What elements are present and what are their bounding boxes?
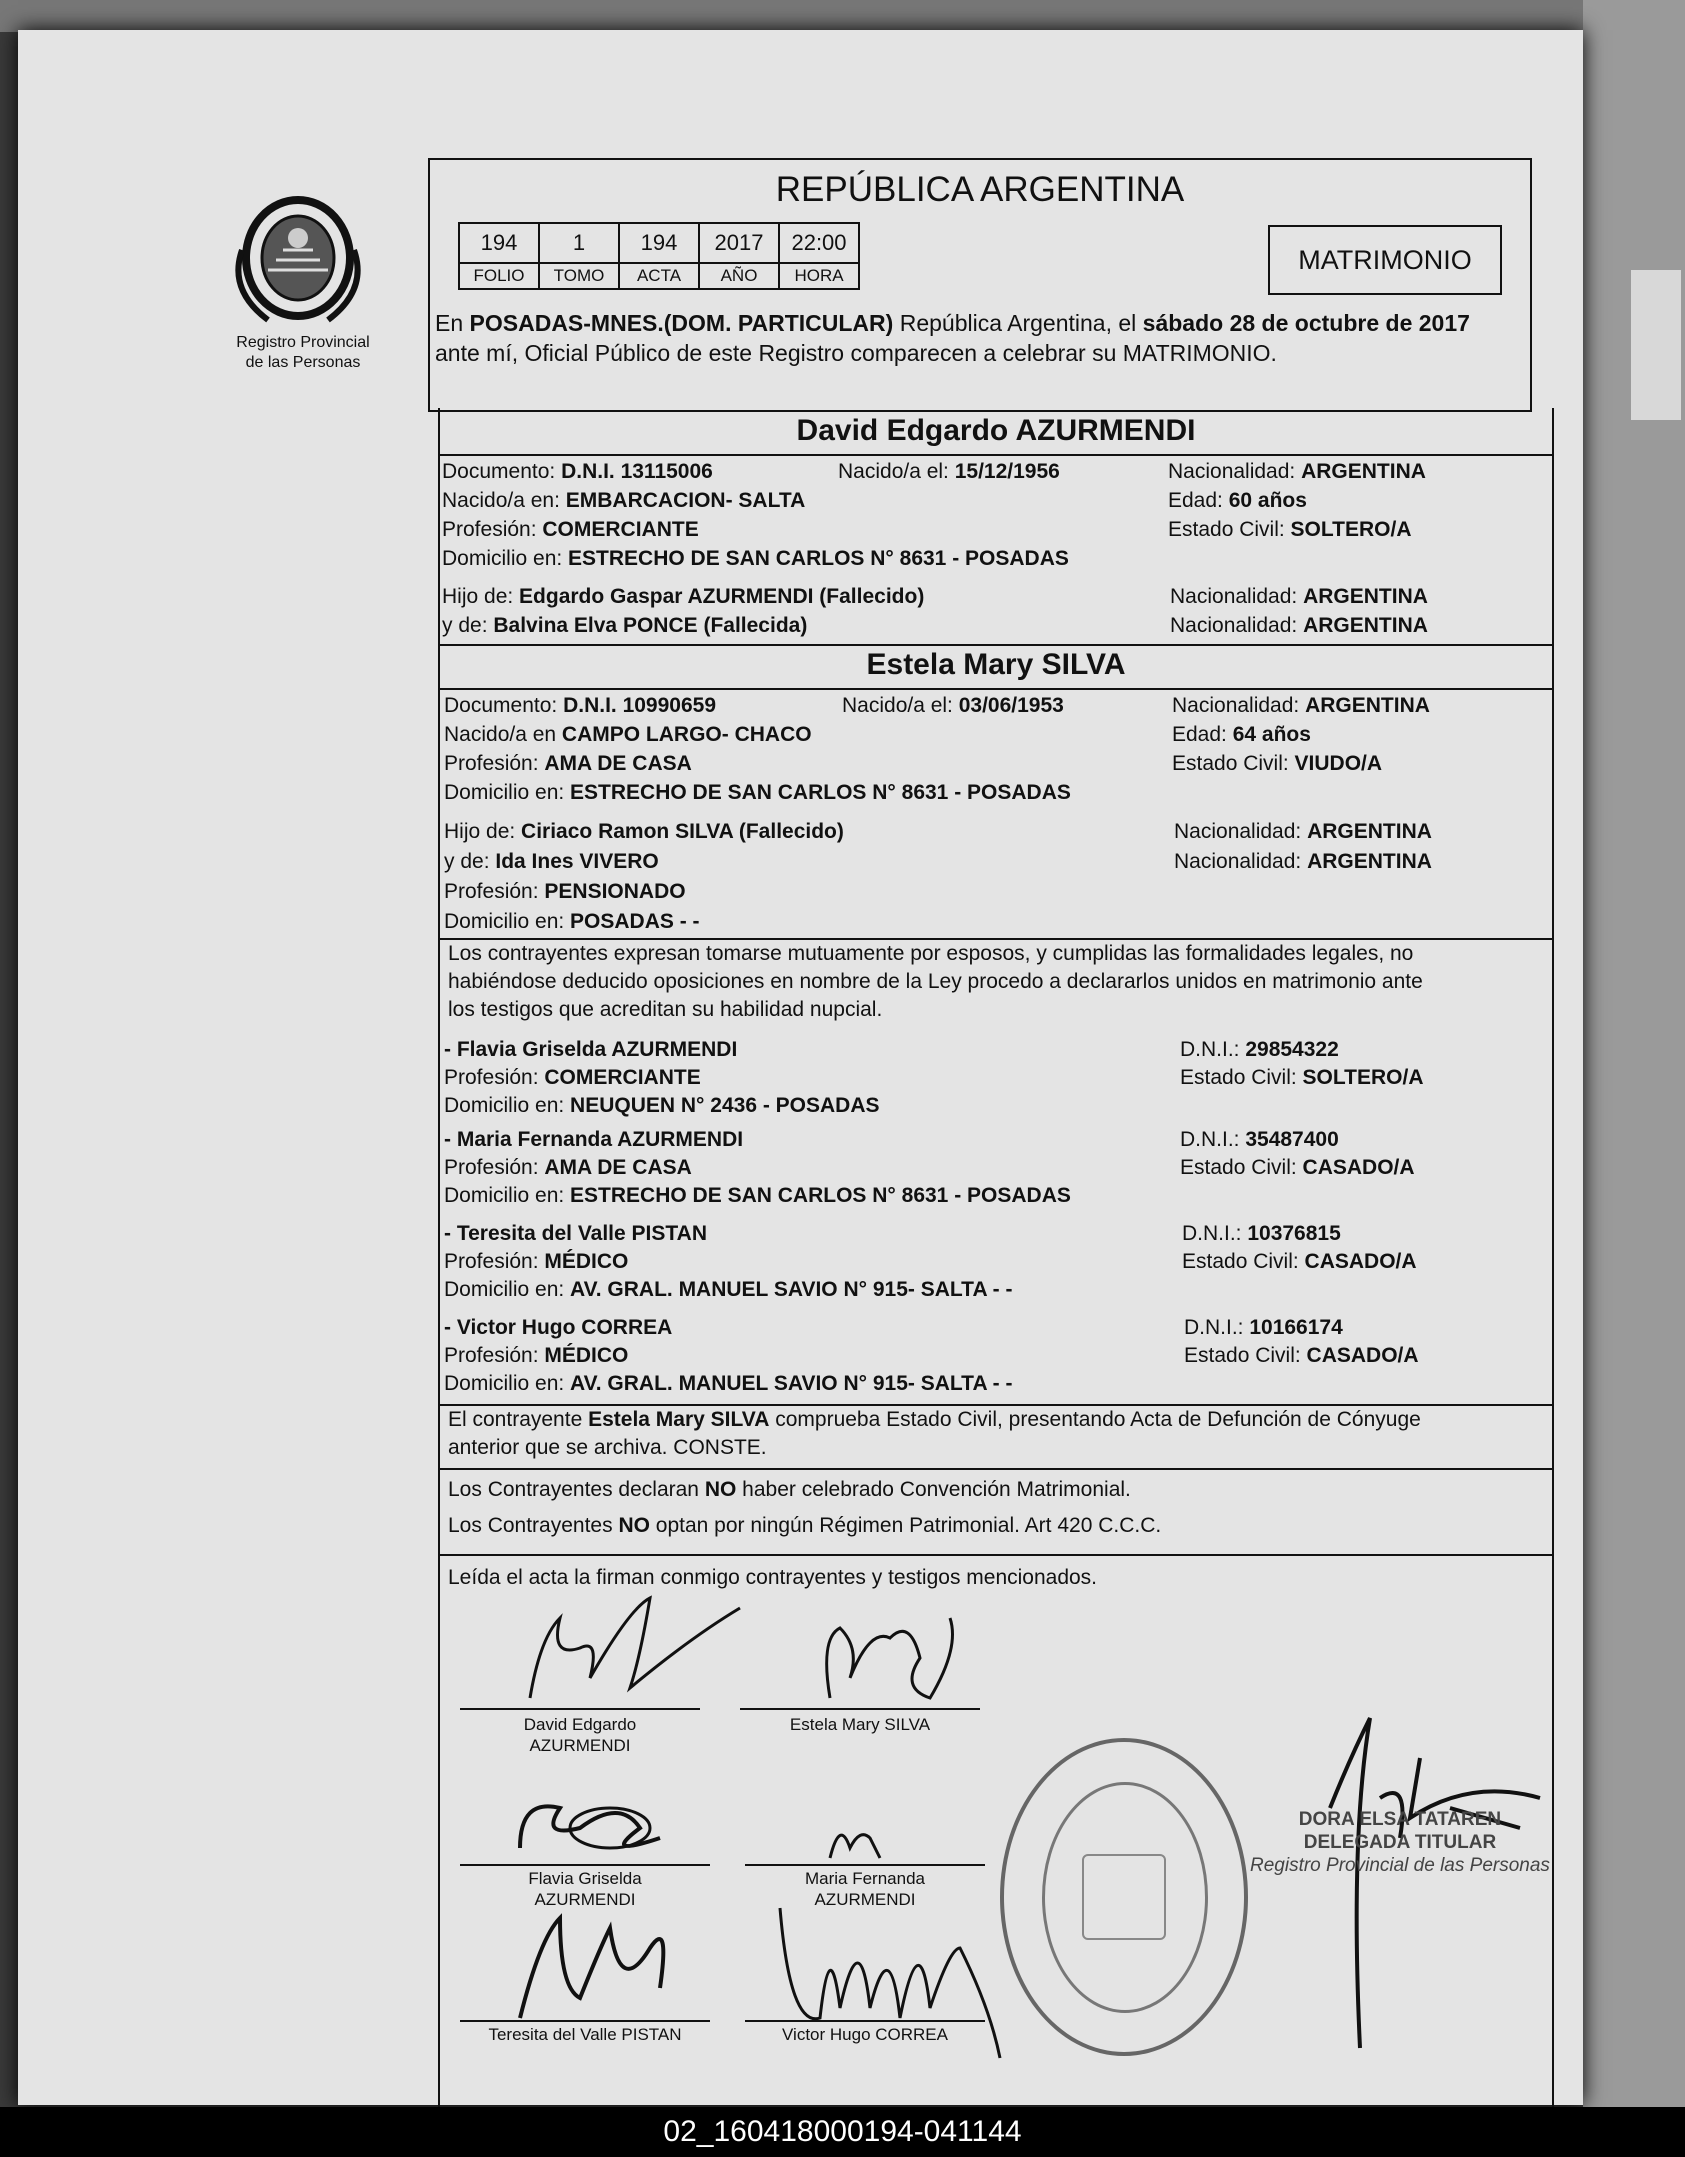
body-box xyxy=(438,408,1554,2115)
divider xyxy=(440,644,1552,646)
bride-father-nationality: Nacionalidad: ARGENTINA xyxy=(1174,820,1432,843)
bride-mother-nationality: Nacionalidad: ARGENTINA xyxy=(1174,850,1432,873)
bride-profession: Profesión: AMA DE CASA xyxy=(444,752,692,775)
tomo-label: TOMO xyxy=(539,263,619,289)
groom-signature-name: David Edgardo AZURMENDI xyxy=(523,1715,637,1755)
intro-text xyxy=(435,308,1520,368)
bride-signature-name: Estela Mary SILVA xyxy=(789,1715,931,1734)
bride-age: Edad: 64 años xyxy=(1172,723,1311,746)
year-label: AÑO xyxy=(699,263,779,289)
witness-civil-status: Estado Civil: CASADO/A xyxy=(1184,1344,1419,1367)
hour-label: HORA xyxy=(779,263,859,289)
bride-signature-icon xyxy=(780,1608,980,1708)
signature-line xyxy=(740,1708,980,1710)
acta-value: 194 xyxy=(619,223,699,263)
folio-label: FOLIO xyxy=(459,263,539,289)
witness-1-signature-name: Flavia Griselda AZURMENDI xyxy=(528,1869,642,1909)
signature-line xyxy=(460,2020,710,2022)
witness-3-signature-name: Teresita del Valle PISTAN xyxy=(488,2025,682,2044)
background-paper-tag xyxy=(1631,270,1681,420)
civil-status-note: El contrayente Estela Mary SILVA comprueba Estado Civil, presentando Acta de Defunción de Cónyuge anterior que se archiva. CONSTE. xyxy=(448,1408,1421,1459)
witness-dni: D.N.I.: 29854322 xyxy=(1180,1038,1339,1061)
folio-value: 194 xyxy=(459,223,539,263)
bride-mother-address: Domicilio en: POSADAS - - xyxy=(444,910,700,933)
witness-dni: D.N.I.: 10166174 xyxy=(1184,1316,1343,1339)
official-title: DELEGADA TITULAR xyxy=(1303,1832,1497,1853)
divider xyxy=(440,1554,1552,1556)
country-title: REPÚBLICA ARGENTINA xyxy=(775,170,1185,209)
groom-nationality: Nacionalidad: ARGENTINA xyxy=(1168,460,1426,483)
official-name: DORA ELSA TATAREN xyxy=(1298,1809,1502,1830)
witness-dni: D.N.I.: 35487400 xyxy=(1180,1128,1339,1151)
witness-address: Domicilio en: NEUQUEN N° 2436 - POSADAS xyxy=(444,1094,880,1117)
registry-stamp xyxy=(1000,1738,1248,2056)
witness-address: Domicilio en: AV. GRAL. MANUEL SAVIO N° 915- SALTA - - xyxy=(444,1278,1013,1301)
groom-age: Edad: 60 años xyxy=(1168,489,1307,512)
witness-civil-status: Estado Civil: SOLTERO/A xyxy=(1180,1066,1424,1089)
registry-line-1: Registro Provincial xyxy=(236,334,370,351)
intro-part: En xyxy=(435,310,470,336)
groom-mother: y de: Balvina Elva PONCE (Fallecida) xyxy=(442,614,808,637)
declaration-text xyxy=(448,940,1423,1024)
groom-doc: Documento: D.N.I. 13115006 xyxy=(442,460,713,483)
closing-text: Leída el acta la firman conmigo contrayentes y testigos mencionados. xyxy=(448,1566,1098,1589)
intro-part: República Argentina, el xyxy=(893,310,1143,336)
province-logo-icon xyxy=(228,180,368,330)
bride-nationality: Nacionalidad: ARGENTINA xyxy=(1172,694,1430,717)
intro-part: ante mí, Oficial Público de este Registro comparecen a celebrar su MATRIMONIO. xyxy=(435,340,1277,366)
witness-name: - Victor Hugo CORREA xyxy=(444,1316,673,1339)
intro-date: de 2017 xyxy=(1385,310,1470,336)
witness-3-signature-icon xyxy=(500,1908,700,2018)
groom-name: David Edgardo AZURMENDI xyxy=(796,414,1196,447)
registry-label xyxy=(208,333,398,373)
witness-1-signature-icon xyxy=(500,1788,700,1868)
reference-table xyxy=(458,222,860,290)
groom-father: Hijo de: Edgardo Gaspar AZURMENDI (Fallecido) xyxy=(442,585,925,608)
witness-4-signature-name: Victor Hugo CORREA xyxy=(782,2025,948,2044)
witness-name: - Maria Fernanda AZURMENDI xyxy=(444,1128,744,1151)
background-right xyxy=(1583,0,1685,2107)
bride-birthplace: Nacido/a en CAMPO LARGO- CHACO xyxy=(444,723,812,746)
groom-birthdate: Nacido/a el: 15/12/1956 xyxy=(838,460,1060,483)
declaration-line: Los contrayentes expresan tomarse mutuamente por esposos, y cumplidas las formalidades legales, no xyxy=(448,942,1414,965)
witness-address: Domicilio en: ESTRECHO DE SAN CARLOS N° 8631 - POSADAS xyxy=(444,1184,1071,1207)
year-value: 2017 xyxy=(699,223,779,263)
witness-dni: D.N.I.: 10376815 xyxy=(1182,1222,1341,1245)
groom-mother-nationality: Nacionalidad: ARGENTINA xyxy=(1170,614,1428,637)
header-box xyxy=(428,158,1532,412)
bride-address: Domicilio en: ESTRECHO DE SAN CARLOS N° 8631 - POSADAS xyxy=(444,781,1071,804)
bride-civil-status: Estado Civil: VIUDO/A xyxy=(1172,752,1383,775)
document-id-footer: 02_160418000194-041144 xyxy=(0,2107,1685,2157)
official-signature-icon xyxy=(1270,1718,1570,2058)
hour-value: 22:00 xyxy=(779,223,859,263)
witness-name: - Teresita del Valle PISTAN xyxy=(444,1222,707,1245)
signature-line xyxy=(460,1864,710,1866)
bride-name: Estela Mary SILVA xyxy=(866,648,1126,681)
acta-label: ACTA xyxy=(619,263,699,289)
divider xyxy=(440,454,1552,456)
groom-profession: Profesión: COMERCIANTE xyxy=(442,518,699,541)
witness-address: Domicilio en: AV. GRAL. MANUEL SAVIO N° 915- SALTA - - xyxy=(444,1372,1013,1395)
witness-profession: Profesión: COMERCIANTE xyxy=(444,1066,701,1089)
witness-name: - Flavia Griselda AZURMENDI xyxy=(444,1038,738,1061)
certificate-page xyxy=(18,30,1583,2105)
witness-2-signature-icon xyxy=(820,1808,900,1868)
bride-doc: Documento: D.N.I. 10990659 xyxy=(444,694,716,717)
witness-profession: Profesión: MÉDICO xyxy=(444,1250,629,1273)
groom-address: Domicilio en: ESTRECHO DE SAN CARLOS N° 8631 - POSADAS xyxy=(442,547,1069,570)
witness-civil-status: Estado Civil: CASADO/A xyxy=(1180,1156,1415,1179)
groom-signature-icon xyxy=(490,1598,750,1708)
act-type-box: MATRIMONIO xyxy=(1268,225,1502,295)
bride-mother-profession: Profesión: PENSIONADO xyxy=(444,880,686,903)
groom-father-nationality: Nacionalidad: ARGENTINA xyxy=(1170,585,1428,608)
bride-mother: y de: Ida Ines VIVERO xyxy=(444,850,659,873)
signature-line xyxy=(745,1864,985,1866)
witness-profession: Profesión: MÉDICO xyxy=(444,1344,629,1367)
signature-line xyxy=(460,1708,700,1710)
witness-civil-status: Estado Civil: CASADO/A xyxy=(1182,1250,1417,1273)
declaration-line: habiéndose deducido oposiciones en nombre de la Ley procedo a declararlos unidos en matrimonio ante xyxy=(448,970,1423,993)
stamp-seal-icon xyxy=(1082,1854,1166,1940)
official-stamp-text xyxy=(1250,1808,1550,1877)
divider xyxy=(440,688,1552,690)
intro-date: sábado 28 de octubre xyxy=(1142,310,1380,336)
groom-birthplace: Nacido/a en: EMBARCACION- SALTA xyxy=(442,489,806,512)
divider xyxy=(440,1468,1552,1470)
tomo-value: 1 xyxy=(539,223,619,263)
bride-father: Hijo de: Ciriaco Ramon SILVA (Fallecido) xyxy=(444,820,844,843)
background-top xyxy=(0,0,1685,32)
declaration-line: los testigos que acreditan su habilidad nupcial. xyxy=(448,998,883,1021)
bride-birthdate: Nacido/a el: 03/06/1953 xyxy=(842,694,1064,717)
signature-line xyxy=(745,2020,985,2022)
witness-profession: Profesión: AMA DE CASA xyxy=(444,1156,692,1179)
registry-line-2: de las Personas xyxy=(245,354,361,371)
witness-2-signature-name: Maria Fernanda AZURMENDI xyxy=(804,1869,925,1909)
official-registry: Registro Provincial de las Personas xyxy=(1250,1855,1550,1876)
conventions-text: Los Contrayentes declaran NO haber celebrado Convención Matrimonial. Los Contrayentes NO optan por ningún Régimen Patrimonial. Art 420 C.C.C. xyxy=(448,1478,1162,1537)
groom-civil-status: Estado Civil: SOLTERO/A xyxy=(1168,518,1412,541)
intro-place: POSADAS-MNES.(DOM. PARTICULAR) xyxy=(469,310,894,336)
